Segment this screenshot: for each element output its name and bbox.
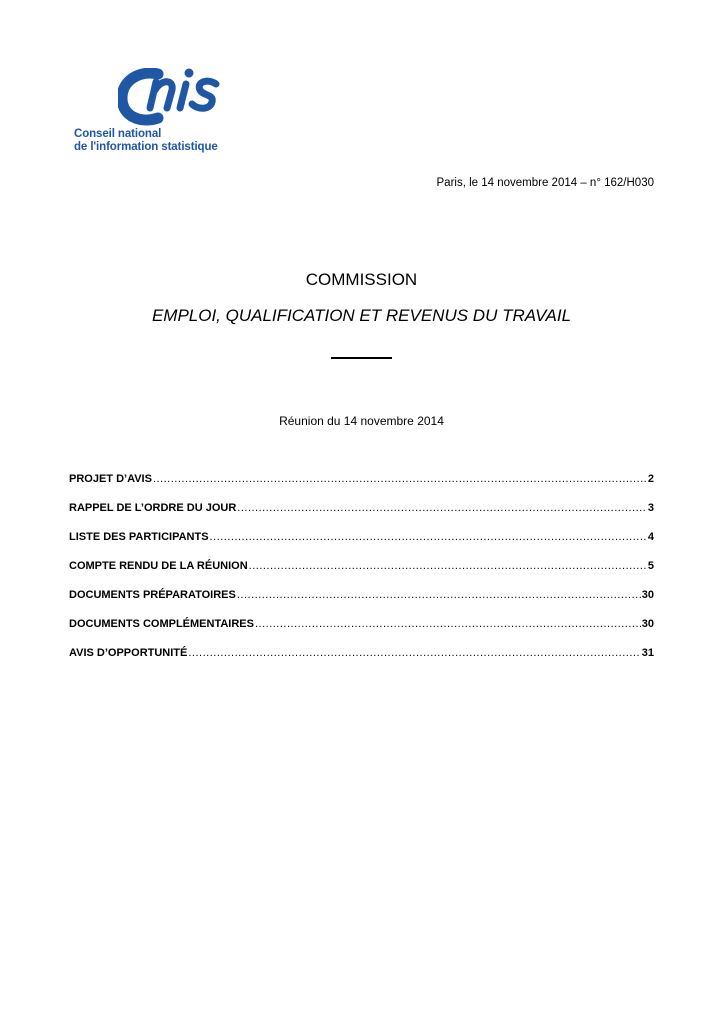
toc-entry-label: PROJET D’AVIS — [69, 473, 152, 485]
toc-entry-page: 30 — [641, 589, 654, 601]
toc-leader-dots — [255, 618, 641, 630]
toc-entry[interactable] — [69, 589, 654, 618]
commission-subtitle: EMPLOI, QUALIFICATION ET REVENUS DU TRAVAIL — [151, 306, 572, 325]
toc-entry-page: 30 — [641, 618, 654, 630]
meeting-date: Réunion du 14 novembre 2014 — [279, 414, 444, 428]
cnis-logo — [72, 68, 242, 158]
toc-entry-label: COMPTE RENDU DE LA RÉUNION — [69, 560, 248, 572]
commission-title: COMMISSION — [305, 270, 418, 289]
toc-entry[interactable] — [69, 502, 654, 531]
org-name-line2: de l'information statistique — [74, 141, 218, 153]
toc-entry-page: 31 — [641, 647, 654, 659]
org-name-line1: Conseil national — [74, 128, 162, 140]
toc-entry[interactable] — [69, 618, 654, 647]
table-of-contents — [69, 473, 654, 676]
toc-leader-dots — [153, 473, 647, 485]
toc-leader-dots — [188, 647, 640, 659]
cnis-logo-mark — [118, 68, 258, 126]
toc-entry-label: DOCUMENTS PRÉPARATOIRES — [69, 589, 236, 601]
toc-entry-label: DOCUMENTS COMPLÉMENTAIRES — [69, 618, 254, 630]
toc-entry-page: 4 — [647, 531, 654, 543]
toc-entry[interactable] — [69, 531, 654, 560]
toc-entry-page: 3 — [647, 502, 654, 514]
toc-leader-dots — [237, 589, 641, 601]
toc-entry-label: AVIS D’OPPORTUNITÉ — [69, 647, 188, 659]
toc-leader-dots — [237, 502, 647, 514]
dateline: Paris, le 14 novembre 2014 – n° 162/H030 — [436, 177, 654, 189]
title-divider — [331, 357, 392, 359]
toc-leader-dots — [249, 560, 647, 572]
toc-entry-label: RAPPEL DE L’ORDRE DU JOUR — [69, 502, 237, 514]
toc-entry-label: LISTE DES PARTICIPANTS — [69, 531, 209, 543]
toc-entry-page: 2 — [647, 473, 654, 485]
toc-entry[interactable] — [69, 647, 654, 676]
toc-entry[interactable] — [69, 560, 654, 589]
toc-entry[interactable] — [69, 473, 654, 502]
toc-leader-dots — [210, 531, 647, 543]
toc-entry-page: 5 — [647, 560, 654, 572]
